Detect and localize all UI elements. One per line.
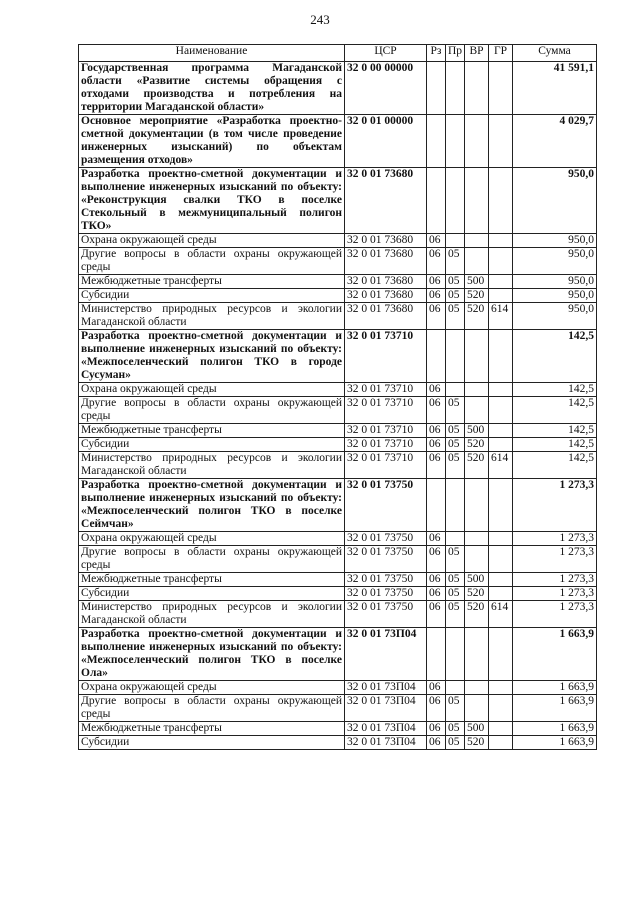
table-row — [79, 248, 597, 275]
table-row — [79, 330, 597, 383]
row-gr — [489, 168, 513, 234]
row-csr: 32 0 01 73750 — [345, 573, 427, 587]
row-csr: 32 0 01 73П04 — [345, 628, 427, 681]
header-pr: Пр — [446, 45, 465, 62]
row-rz: 06 — [427, 452, 446, 479]
row-rz: 06 — [427, 248, 446, 275]
row-vr: 500 — [465, 424, 489, 438]
row-sum: 950,0 — [513, 303, 597, 330]
row-pr: 05 — [446, 573, 465, 587]
row-sum: 1 663,9 — [513, 628, 597, 681]
row-csr: 32 0 01 73680 — [345, 234, 427, 248]
row-gr — [489, 424, 513, 438]
row-sum: 950,0 — [513, 234, 597, 248]
row-name: Основное мероприятие «Разработка проектно-сметной документации (в том числе проведение инженерных изысканий) по объектам размещения отходов» — [79, 115, 345, 168]
row-vr: 520 — [465, 438, 489, 452]
row-pr: 05 — [446, 722, 465, 736]
row-vr — [465, 397, 489, 424]
table-row — [79, 62, 597, 115]
row-name: Межбюджетные трансферты — [79, 722, 345, 736]
row-rz — [427, 168, 446, 234]
row-csr: 32 0 01 73750 — [345, 546, 427, 573]
row-pr: 05 — [446, 601, 465, 628]
table-row — [79, 722, 597, 736]
row-gr — [489, 62, 513, 115]
row-gr — [489, 681, 513, 695]
row-csr: 32 0 01 73710 — [345, 397, 427, 424]
header-csr: ЦСР — [345, 45, 427, 62]
row-sum: 142,5 — [513, 383, 597, 397]
row-rz: 06 — [427, 397, 446, 424]
header-vr: ВР — [465, 45, 489, 62]
row-gr: 614 — [489, 452, 513, 479]
table-row — [79, 438, 597, 452]
row-name: Разработка проектно-сметной документации и выполнение инженерных изысканий по объекту: «Межпоселенческий полигон ТКО в поселке Сеймчан» — [79, 479, 345, 532]
row-name: Охрана окружающей среды — [79, 383, 345, 397]
table-row — [79, 303, 597, 330]
row-name: Другие вопросы в области охраны окружающей среды — [79, 397, 345, 424]
row-name: Субсидии — [79, 289, 345, 303]
row-name: Межбюджетные трансферты — [79, 275, 345, 289]
table-row — [79, 115, 597, 168]
row-gr — [489, 546, 513, 573]
row-csr: 32 0 01 73680 — [345, 303, 427, 330]
row-rz: 06 — [427, 438, 446, 452]
row-pr — [446, 479, 465, 532]
row-name: Министерство природных ресурсов и экологии Магаданской области — [79, 601, 345, 628]
row-csr: 32 0 01 73710 — [345, 424, 427, 438]
table-row — [79, 695, 597, 722]
header-rz: Рз — [427, 45, 446, 62]
row-sum: 1 273,3 — [513, 601, 597, 628]
row-vr: 520 — [465, 587, 489, 601]
row-pr — [446, 330, 465, 383]
row-rz: 06 — [427, 681, 446, 695]
header-name: Наименование — [79, 45, 345, 62]
row-gr — [489, 234, 513, 248]
table-header-row — [79, 45, 597, 62]
row-csr: 32 0 01 73680 — [345, 168, 427, 234]
row-vr: 520 — [465, 303, 489, 330]
table-row — [79, 736, 597, 750]
row-pr — [446, 234, 465, 248]
row-csr: 32 0 01 73710 — [345, 452, 427, 479]
row-gr — [489, 289, 513, 303]
row-vr — [465, 695, 489, 722]
row-rz — [427, 330, 446, 383]
row-vr: 500 — [465, 722, 489, 736]
row-rz: 06 — [427, 275, 446, 289]
row-gr — [489, 383, 513, 397]
row-csr: 32 0 01 73750 — [345, 587, 427, 601]
row-pr — [446, 681, 465, 695]
row-csr: 32 0 01 73710 — [345, 330, 427, 383]
row-pr: 05 — [446, 695, 465, 722]
row-vr — [465, 115, 489, 168]
row-rz — [427, 62, 446, 115]
row-pr: 05 — [446, 397, 465, 424]
row-rz: 06 — [427, 289, 446, 303]
row-rz — [427, 628, 446, 681]
row-sum: 1 273,3 — [513, 587, 597, 601]
row-csr: 32 0 01 73П04 — [345, 722, 427, 736]
table-row — [79, 532, 597, 546]
row-name: Охрана окружающей среды — [79, 532, 345, 546]
table-row — [79, 601, 597, 628]
row-vr — [465, 479, 489, 532]
table-row — [79, 383, 597, 397]
row-name: Межбюджетные трансферты — [79, 424, 345, 438]
row-sum: 41 591,1 — [513, 62, 597, 115]
row-rz: 06 — [427, 573, 446, 587]
row-sum: 1 273,3 — [513, 573, 597, 587]
row-vr — [465, 681, 489, 695]
row-gr — [489, 248, 513, 275]
row-pr: 05 — [446, 289, 465, 303]
row-csr: 32 0 01 73680 — [345, 289, 427, 303]
row-pr: 05 — [446, 424, 465, 438]
row-rz: 06 — [427, 601, 446, 628]
row-vr — [465, 168, 489, 234]
row-pr — [446, 115, 465, 168]
table-row — [79, 681, 597, 695]
row-rz — [427, 479, 446, 532]
row-name: Разработка проектно-сметной документации и выполнение инженерных изысканий по объекту: «Межпоселенческий полигон ТКО в городе Сусуман» — [79, 330, 345, 383]
row-vr: 520 — [465, 289, 489, 303]
table-row — [79, 452, 597, 479]
row-gr — [489, 275, 513, 289]
row-pr — [446, 62, 465, 115]
row-pr — [446, 628, 465, 681]
row-csr: 32 0 01 73П04 — [345, 681, 427, 695]
row-sum: 1 663,9 — [513, 736, 597, 750]
table-row — [79, 275, 597, 289]
row-rz: 06 — [427, 383, 446, 397]
row-rz: 06 — [427, 532, 446, 546]
header-gr: ГР — [489, 45, 513, 62]
table-row — [79, 234, 597, 248]
row-gr — [489, 438, 513, 452]
row-gr — [489, 722, 513, 736]
row-csr: 32 0 01 73750 — [345, 479, 427, 532]
row-vr — [465, 383, 489, 397]
row-sum: 950,0 — [513, 275, 597, 289]
row-vr — [465, 234, 489, 248]
row-gr — [489, 573, 513, 587]
row-vr — [465, 628, 489, 681]
row-rz: 06 — [427, 303, 446, 330]
row-sum: 1 273,3 — [513, 479, 597, 532]
row-vr: 520 — [465, 736, 489, 750]
budget-table — [78, 44, 597, 750]
row-csr: 32 0 01 73680 — [345, 275, 427, 289]
row-gr — [489, 628, 513, 681]
row-name: Разработка проектно-сметной документации и выполнение инженерных изысканий по объекту: «Межпоселенческий полигон ТКО в поселке Ола» — [79, 628, 345, 681]
row-rz: 06 — [427, 695, 446, 722]
row-rz — [427, 115, 446, 168]
row-vr: 500 — [465, 275, 489, 289]
row-pr: 05 — [446, 438, 465, 452]
row-name: Другие вопросы в области охраны окружающей среды — [79, 695, 345, 722]
row-csr: 32 0 01 73П04 — [345, 736, 427, 750]
row-vr — [465, 330, 489, 383]
header-sum: Сумма — [513, 45, 597, 62]
row-name: Министерство природных ресурсов и экологии Магаданской области — [79, 452, 345, 479]
row-gr — [489, 695, 513, 722]
row-gr — [489, 532, 513, 546]
row-name: Министерство природных ресурсов и экологии Магаданской области — [79, 303, 345, 330]
row-gr — [489, 115, 513, 168]
table-row — [79, 289, 597, 303]
row-sum: 1 663,9 — [513, 695, 597, 722]
row-rz: 06 — [427, 234, 446, 248]
row-name: Другие вопросы в области охраны окружающей среды — [79, 546, 345, 573]
row-pr: 05 — [446, 587, 465, 601]
row-name: Государственная программа Магаданской области «Развитие системы обращения с отходами производства и потребления на территории Магаданской области» — [79, 62, 345, 115]
row-pr — [446, 383, 465, 397]
row-rz: 06 — [427, 722, 446, 736]
row-gr — [489, 587, 513, 601]
row-vr: 520 — [465, 452, 489, 479]
row-sum: 950,0 — [513, 168, 597, 234]
row-vr — [465, 248, 489, 275]
table-row — [79, 424, 597, 438]
row-pr: 05 — [446, 248, 465, 275]
row-csr: 32 0 01 73П04 — [345, 695, 427, 722]
row-name: Охрана окружающей среды — [79, 234, 345, 248]
row-sum: 1 273,3 — [513, 546, 597, 573]
row-vr — [465, 62, 489, 115]
row-name: Другие вопросы в области охраны окружающей среды — [79, 248, 345, 275]
row-pr: 05 — [446, 452, 465, 479]
row-csr: 32 0 01 73750 — [345, 601, 427, 628]
row-pr: 05 — [446, 736, 465, 750]
table-row — [79, 587, 597, 601]
row-pr: 05 — [446, 275, 465, 289]
row-gr — [489, 397, 513, 424]
row-vr — [465, 532, 489, 546]
table-row — [79, 397, 597, 424]
row-csr: 32 0 01 73680 — [345, 248, 427, 275]
row-sum: 950,0 — [513, 289, 597, 303]
row-sum: 142,5 — [513, 452, 597, 479]
table-row — [79, 628, 597, 681]
row-pr: 05 — [446, 303, 465, 330]
row-rz: 06 — [427, 546, 446, 573]
table-row — [79, 546, 597, 573]
row-gr — [489, 479, 513, 532]
row-pr — [446, 168, 465, 234]
row-vr: 500 — [465, 573, 489, 587]
row-sum: 4 029,7 — [513, 115, 597, 168]
row-pr — [446, 532, 465, 546]
row-vr — [465, 546, 489, 573]
row-sum: 142,5 — [513, 397, 597, 424]
row-csr: 32 0 01 73710 — [345, 383, 427, 397]
row-sum: 142,5 — [513, 330, 597, 383]
row-pr: 05 — [446, 546, 465, 573]
row-vr: 520 — [465, 601, 489, 628]
row-name: Охрана окружающей среды — [79, 681, 345, 695]
row-csr: 32 0 01 73710 — [345, 438, 427, 452]
row-sum: 142,5 — [513, 438, 597, 452]
row-sum: 1 663,9 — [513, 722, 597, 736]
row-gr — [489, 736, 513, 750]
row-sum: 1 663,9 — [513, 681, 597, 695]
row-name: Субсидии — [79, 587, 345, 601]
row-gr: 614 — [489, 601, 513, 628]
row-gr — [489, 330, 513, 383]
table-row — [79, 479, 597, 532]
table-body — [79, 62, 597, 750]
table-row — [79, 573, 597, 587]
page-number: 243 — [310, 12, 330, 27]
row-csr: 32 0 01 73750 — [345, 532, 427, 546]
row-name: Межбюджетные трансферты — [79, 573, 345, 587]
row-sum: 950,0 — [513, 248, 597, 275]
row-sum: 142,5 — [513, 424, 597, 438]
row-csr: 32 0 01 00000 — [345, 115, 427, 168]
row-name: Субсидии — [79, 438, 345, 452]
row-csr: 32 0 00 00000 — [345, 62, 427, 115]
table-row — [79, 168, 597, 234]
row-name: Субсидии — [79, 736, 345, 750]
row-rz: 06 — [427, 424, 446, 438]
row-rz: 06 — [427, 736, 446, 750]
row-rz: 06 — [427, 587, 446, 601]
row-sum: 1 273,3 — [513, 532, 597, 546]
row-name: Разработка проектно-сметной документации и выполнение инженерных изысканий по объекту: «Реконструкция свалки ТКО в поселке Стекольный в межмуниципальный полигон ТКО» — [79, 168, 345, 234]
row-gr: 614 — [489, 303, 513, 330]
